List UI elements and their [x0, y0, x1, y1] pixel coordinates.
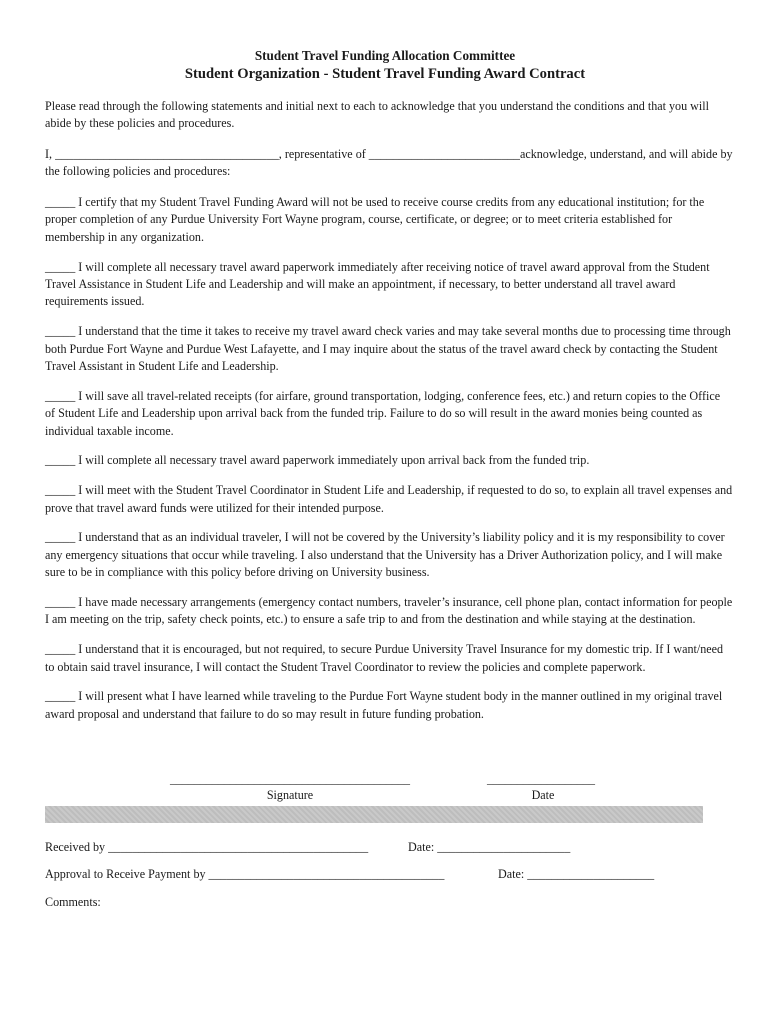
statement-check-processing-time[interactable]: _____ I understand that the time it takes to receive my travel award check varies and may take several months due to processing time through both Purdue Fort Wayne and Purdue West Lafayette, and I may inquire about the status of the travel award check by contacting the Student Travel Assistant in Student Life and Leadership.: [45, 324, 731, 374]
approval-date-field[interactable]: Date: _____________________: [498, 867, 655, 881]
signature-label: Signature: [266, 788, 314, 802]
committee-heading: Student Travel Funding Allocation Committee: [254, 48, 516, 63]
page-title: Student Organization - Student Travel Funding Award Contract: [184, 66, 586, 82]
statement-present-learning[interactable]: _____ I will present what I have learned while traveling to the Purdue Fort Wayne student body in the manner outlined in my original travel award proposal and understand that failure to do so may result in future funding probation.: [45, 689, 723, 721]
date-label: Date: [531, 788, 555, 802]
acknowledgement-line[interactable]: I, _____________________________________, representative of _________________________acknowledge, understand, and will abide by the following policies and procedures:: [45, 147, 733, 179]
office-use-divider: [45, 806, 703, 823]
intro-paragraph: Please read through the following statements and initial next to each to acknowledge that you understand the conditions and that you will abide by these policies and procedures.: [45, 99, 709, 131]
received-date-field[interactable]: Date: ______________________: [408, 840, 571, 854]
received-by-field[interactable]: Received by ___________________________________________: [45, 840, 369, 854]
statement-paperwork-after-approval[interactable]: _____ I will complete all necessary travel award paperwork immediately after receiving notice of travel award approval from the Student Travel Assistance in Student Life and Leadership and will make an appointment, if necessary, to better understand all travel award requirements issued.: [45, 259, 710, 309]
statement-travel-insurance[interactable]: _____ I understand that it is encouraged, but not required, to secure Purdue University Travel Insurance for my domestic trip. If I want/need to obtain said travel insurance, I will contact the Student Travel Coordinator to review the policies and complete paperwork.: [45, 642, 724, 674]
statement-meet-coordinator[interactable]: _____ I will meet with the Student Travel Coordinator in Student Life and Leadership, if requested to do so, to explain all travel expenses and prove that travel award funds were utilized for their intended purpose.: [45, 483, 733, 515]
statement-course-credits[interactable]: _____ I certify that my Student Travel Funding Award will not be used to receive course credits from any educational institution; for the proper completion of any Purdue University Fort Wayne program, course, certificate, or degree; or to meet criteria established for membership in any organization.: [45, 195, 705, 244]
statement-liability-policy[interactable]: _____ I understand that as an individual traveler, I will not be covered by the University’s liability policy and it is my responsibility to cover any emergency situations that occur while traveling. I also understand that the University has a Driver Authorization policy, and I will make sure to be in compliance with this policy before driving on University business.: [45, 530, 725, 580]
comments-label: Comments:: [45, 895, 101, 909]
date-field[interactable]: __________________: [487, 772, 595, 786]
statement-paperwork-on-return[interactable]: _____ I will complete all necessary travel award paperwork immediately upon arrival back from the funded trip.: [45, 453, 590, 468]
statement-save-receipts[interactable]: _____ I will save all travel-related receipts (for airfare, ground transportation, lodging, conference fees, etc.) and return copies to the Office of Student Life and Leadership upon arrival back from the funded trip. Failure to do so will result in the award monies being counted as individual taxable income.: [45, 388, 721, 438]
approval-field[interactable]: Approval to Receive Payment by _______________________________________: [45, 867, 445, 881]
signature-field[interactable]: ________________________________________: [170, 772, 410, 786]
statement-safety-arrangements[interactable]: _____ I have made necessary arrangements (emergency contact numbers, traveler’s insurance, cell phone plan, contact information for people I am meeting on the trip, safety check points, etc.) to ensure a safe trip to and from the destination and while staying at the destination.: [45, 595, 733, 627]
statement-list: [45, 194, 733, 736]
